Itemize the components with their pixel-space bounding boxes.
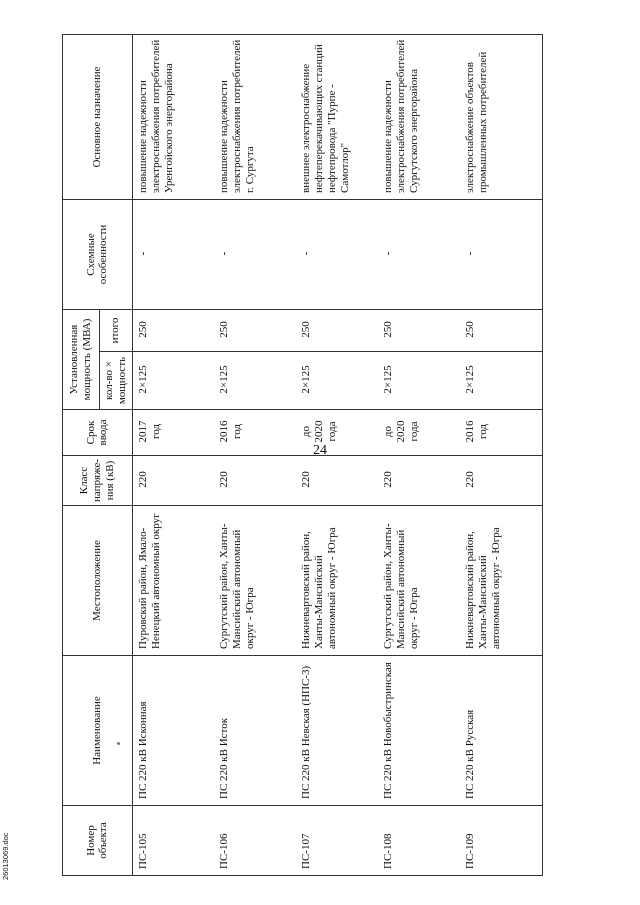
cell-name: ПС 220 кВ Невская (НПС-3) [296,656,378,806]
cell-term: 2016 год [214,410,296,456]
header-purpose: Основное назначение [63,34,133,199]
table-row [460,34,542,875]
table-row [214,34,296,875]
document-id: 26013069.doc [1,832,10,880]
cell-object-no: ПС-107 [296,806,378,876]
table-header-row [63,34,100,875]
cell-total: 250 [214,309,296,351]
header-commissioning: Срок ввода [63,410,133,456]
cell-count: 2×125 [296,352,378,410]
cell-scheme: - [214,199,296,309]
cell-purpose: повышение надежности электроснабжения потребителей г. Сургута [214,34,296,199]
cell-location: Сургутский район, Ханты-Мансийский автономный округ - Югра [214,506,296,656]
cell-count: 2×125 [214,352,296,410]
cell-total: 250 [460,309,542,351]
header-scheme: Схемные особенности [63,199,133,309]
cell-total: 250 [378,309,460,351]
table-row [378,34,460,875]
header-capacity: Установленная мощность (МВА) [63,309,100,409]
cell-purpose: повышение надежности электроснабжения потребителей Сургутского энергорайона [378,34,460,199]
cell-count: 2×125 [378,352,460,410]
cell-scheme: - [460,199,542,309]
cell-object-no: ПС-109 [460,806,542,876]
cell-voltage: 220 [132,456,214,506]
header-name: Наименование [63,656,133,806]
cell-total: 250 [296,309,378,351]
header-count-power: кол-во × мощность [100,352,133,410]
cell-object-no: ПС-108 [378,806,460,876]
cell-scheme: - [296,199,378,309]
cell-location: Нижневартовский район, Ханты-Мансийский автономный округ - Югра [296,506,378,656]
cell-voltage: 220 [378,456,460,506]
cell-purpose: внешнее электроснабжение нефтеперекачивающих станций нефтепровода "Пурпе - Самотлор" [296,34,378,199]
header-object-no: Номер объекта [63,806,133,876]
header-voltage-class: Класс напряже-ния (кВ) [63,456,133,506]
cell-term: 2016 год [460,410,542,456]
table-row [296,34,378,875]
cell-scheme: - [132,199,214,309]
cell-purpose: электроснабжение объектов промышленных потребителей [460,34,542,199]
cell-name: ПС 220 кВ Новобыстринская [378,656,460,806]
substations-table-container [62,35,626,876]
cell-count: 2×125 [460,352,542,410]
header-total: итого [100,309,133,351]
cell-term: 2017 год [132,410,214,456]
cell-term: до 2020 года [378,410,460,456]
cell-term: до 2020 года [296,410,378,456]
cell-name: ПС 220 кВ Исконная [132,656,214,806]
cell-object-no: ПС-106 [214,806,296,876]
cell-scheme: - [378,199,460,309]
cell-voltage: 220 [296,456,378,506]
cell-name: ПС 220 кВ Исток [214,656,296,806]
table-row [132,34,214,875]
cell-object-no: ПС-105 [132,806,214,876]
cell-voltage: 220 [214,456,296,506]
cell-total: 250 [132,309,214,351]
substations-table [62,34,543,876]
header-location: Местоположение [63,506,133,656]
cell-location: Пуровский район, Ямало-Ненецкий автономный округ [132,506,214,656]
cell-location: Нижневартовский район, Ханты-Мансийский автономный округ - Югра [460,506,542,656]
cell-location: Сургутский район, Ханты-Мансийский автономный округ - Югра [378,506,460,656]
cell-purpose: повышение надежности электроснабжения потребителей Уренгойского энергорайона [132,34,214,199]
cell-voltage: 220 [460,456,542,506]
page-number: 24 [313,443,327,458]
cell-name: ПС 220 кВ Русская [460,656,542,806]
cell-count: 2×125 [132,352,214,410]
